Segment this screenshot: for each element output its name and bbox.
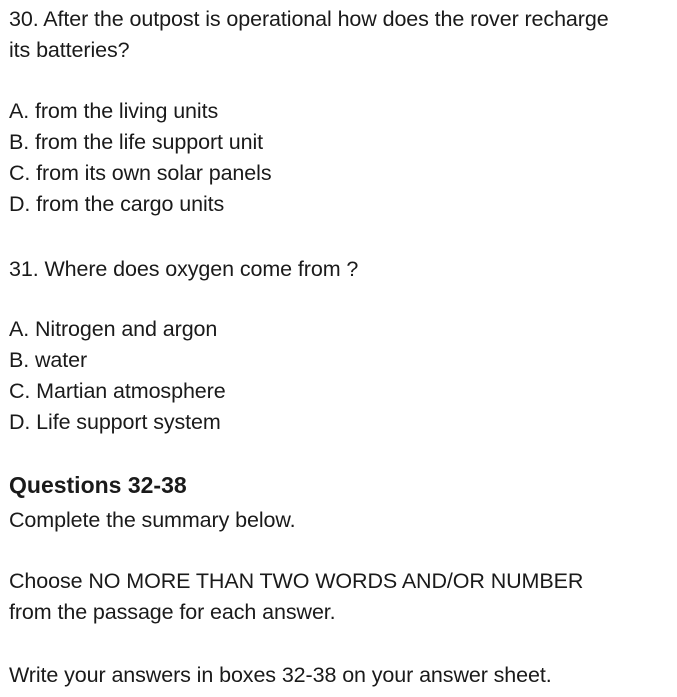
question-31-option-c: C. Martian atmosphere: [9, 379, 226, 403]
question-31: [9, 254, 358, 285]
question-30-option-c: C. from its own solar panels: [9, 161, 272, 185]
question-31-option-d: D. Life support system: [9, 410, 221, 434]
instruction-answer-sheet: [9, 660, 552, 691]
instruction-word-limit: [9, 566, 583, 628]
question-31-option-b: B. water: [9, 348, 88, 372]
question-30: [9, 4, 609, 66]
question-30-options: [9, 96, 271, 220]
question-30-stem-line-1: 30. After the outpost is operational how does the rover recharge: [9, 7, 609, 31]
question-31-stem: 31. Where does oxygen come from ?: [9, 257, 359, 281]
question-30-option-b: B. from the life support unit: [9, 130, 264, 154]
question-30-option-a: A. from the living units: [9, 99, 219, 123]
instruction-1-text: Complete the summary below.: [9, 508, 296, 532]
instruction-3-text: Write your answers in boxes 32-38 on your answer sheet.: [9, 663, 552, 687]
question-30-option-d: D. from the cargo units: [9, 192, 225, 216]
instruction-2-line-2: from the passage for each answer.: [9, 600, 336, 624]
question-31-options: [9, 314, 226, 438]
question-30-stem-line-2: its batteries?: [9, 38, 130, 62]
section-heading: Questions 32-38: [9, 472, 187, 498]
instruction-complete-summary: [9, 505, 295, 536]
question-31-option-a: A. Nitrogen and argon: [9, 317, 218, 341]
instruction-2-line-1: Choose NO MORE THAN TWO WORDS AND/OR NUMBER: [9, 569, 584, 593]
